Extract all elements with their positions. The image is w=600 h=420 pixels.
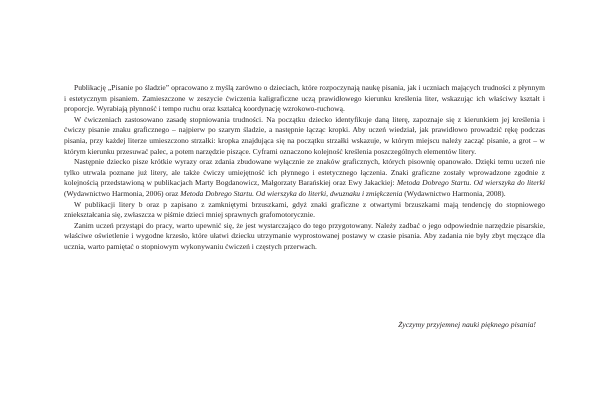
paragraph-sequence-end: (Wydawnictwo Harmonia, 2008). xyxy=(402,188,506,198)
book-title-1: Metoda Dobrego Startu. Od wierszyka do literki xyxy=(396,178,545,188)
book-title-2: Metoda Dobrego Startu. Od wierszyka do literki, dwuznaku i zmiękczenia xyxy=(180,188,403,198)
paragraph-intro: Publikację „Pisanie po śladzie” opracowano z myślą zarówno o dzieciach, które rozpoczynają naukę pisania, jak i uczniach mających trudności z płynnym i estetycznym pisaniem. Zamieszczone w zeszycie ćwiczenia kaligraficzne uczą prawidłowego kierunku kreślenia liter, wskazując ich właściwy kształt i proporcje. Wyrabiają płynność i tempo ruchu oraz kształcą koordynację wzrokowo-ruchową. xyxy=(64,83,545,114)
paragraph-sequence-mid: (Wydawnictwo Harmonia, 2006) oraz xyxy=(64,188,181,198)
paragraph-sequence-text: Następnie dziecko pisze krótkie wyrazy oraz zdania zbudowane wyłącznie ze znaków graficznych, których pisownię opanowało. Dzięki temu uczeń nie tylko utrwala poznane już litery, ale także ćwiczy umiejętność ich płynnego i estetycznego łączenia. Znaki graficzne zostały wprowadzone zgodnie z kolejnością przedstawioną w publikacjach Marty Bogdanowicz, Małgorzaty Barańskiej oraz Ewy Jakackiej: xyxy=(64,157,545,188)
paragraph-sequence xyxy=(64,157,545,199)
body-text xyxy=(64,83,545,253)
paragraph-method: W ćwiczeniach zastosowano zasadę stopniowania trudności. Na początku dziecko identyfikuje daną literę, zapoznaje się z kierunkiem jej kreślenia i ćwiczy pisanie znaku graficznego – najpierw po szarym śladzie, a następnie łącząc kropki. Aby uczeń wiedział, jak prawidłowo prowadzić rękę podczas pisania, przy każdej literze umieszczono strzałki: kropka znajdująca się na początku strzałki wskazuje, w którym miejscu należy zacząć pisanie, a grot – w którym kierunku przesuwać palec, a potem narzędzie piszące. Cyframi oznaczono kolejność kreślenia poszczególnych elementów litery. xyxy=(64,114,545,156)
paragraph-preparation: Zanim uczeń przystąpi do pracy, warto upewnić się, że jest wystarczająco do tego przygotowany. Należy zadbać o jego odpowiednie narzędzie pisarskie, właściwe oświetlenie i wygodne krzesło, które ułatwi dziecku utrzymanie wyprostowanej postawy w czasie pisania. Aby zadania nie były zbyt męczące dla ucznia, warto pamiętać o stopniowym wykonywaniu ćwiczeń i częstych przerwach. xyxy=(64,220,545,251)
closing-wish: Życzymy przyjemnej nauki pięknego pisania! xyxy=(398,320,536,329)
paragraph-letters: W publikacji litery b oraz p zapisano z zamkniętymi brzuszkami, gdyż znaki graficzne z otwartymi brzuszkami mają tendencję do stopniowego zniekształcania się, zwłaszcza w piśmie dzieci mniej sprawnych grafomotorycznie. xyxy=(64,199,545,220)
